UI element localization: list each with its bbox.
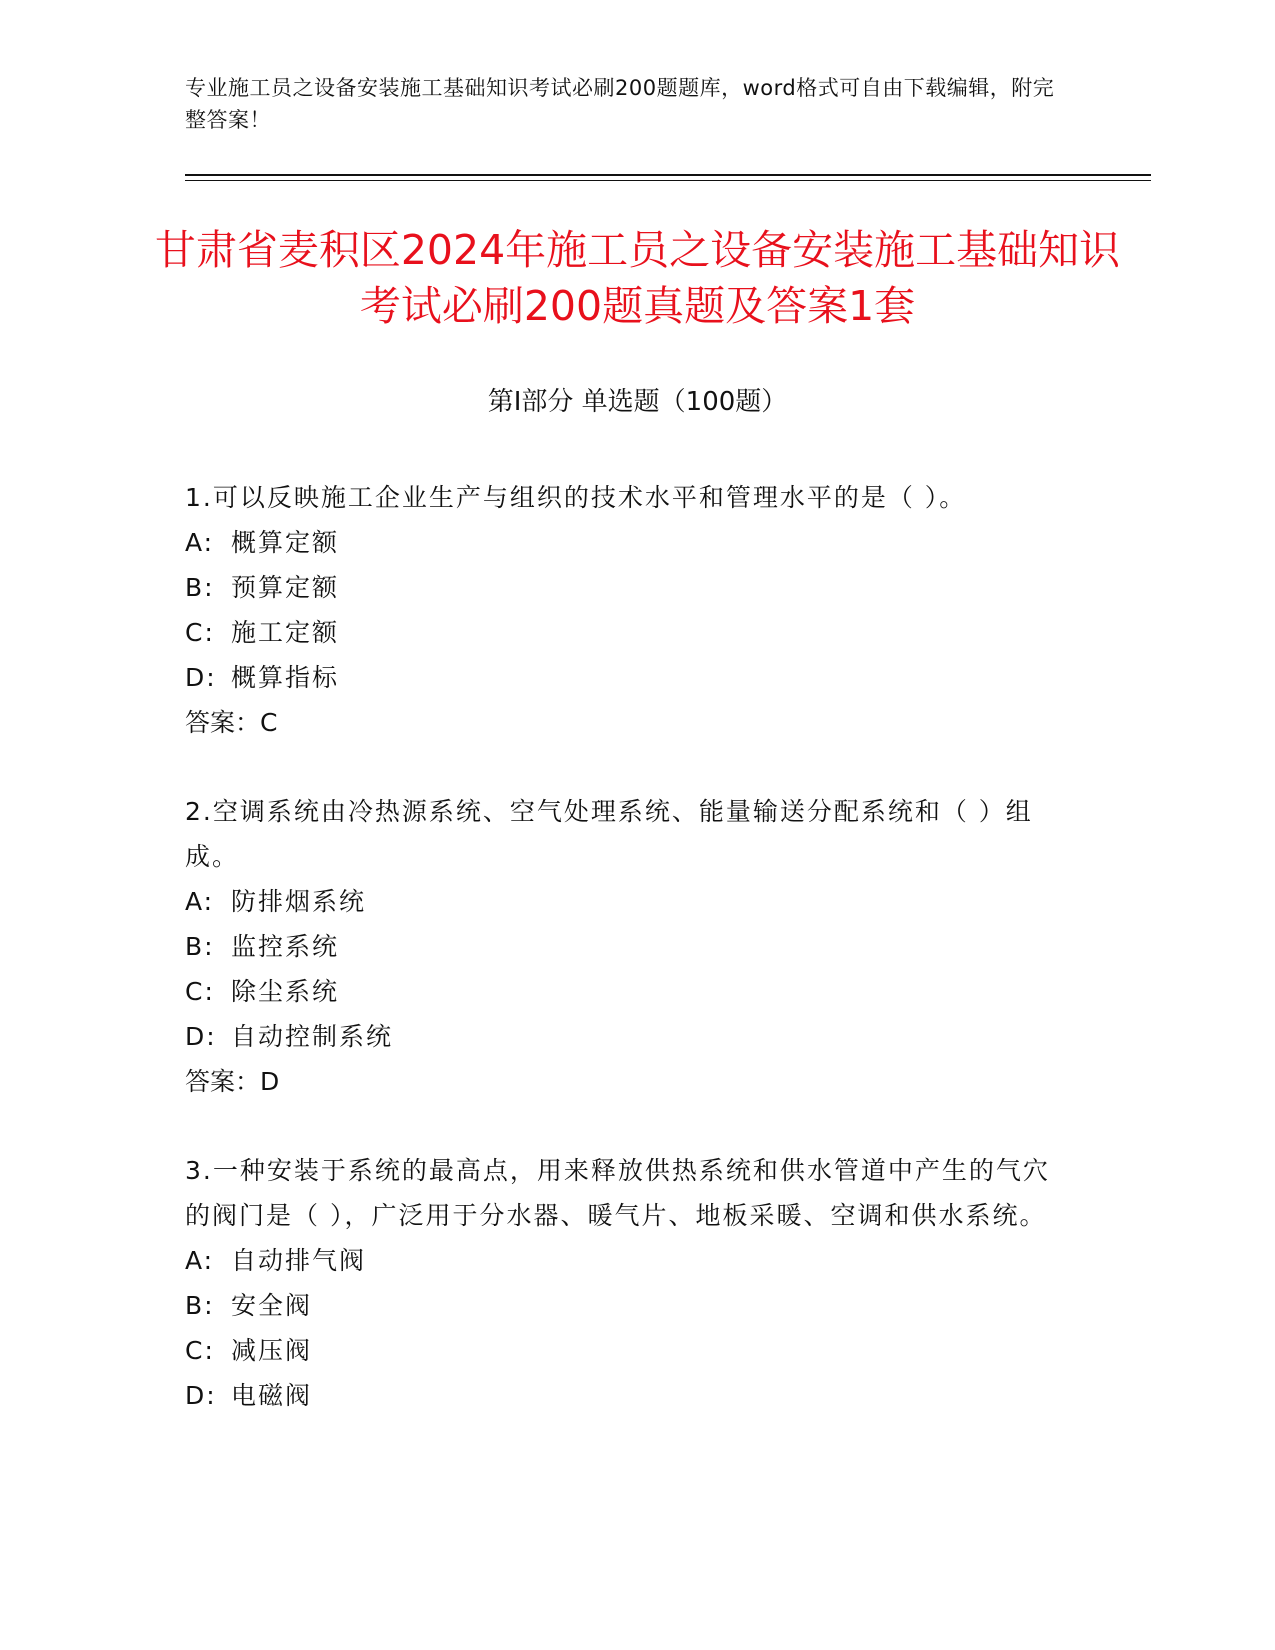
- option-b: [185, 565, 1075, 610]
- option-d: [185, 1373, 1075, 1418]
- option-c: [185, 610, 1075, 655]
- option-letter: D:: [185, 1381, 217, 1410]
- option-text: 自动控制系统: [231, 1022, 394, 1051]
- question-stem: 1.可以反映施工企业生产与组织的技术水平和管理水平的是（ ）。: [185, 483, 967, 512]
- option-letter: C:: [185, 618, 215, 647]
- option-letter: B:: [185, 573, 215, 602]
- option-letter: D:: [185, 663, 217, 692]
- document-title: 甘肃省麦积区2024年施工员之设备安装施工基础知识考试必刷200题真题及答案1套: [154, 226, 1121, 330]
- option-text: 安全阀: [231, 1291, 313, 1320]
- question-2: [185, 789, 1075, 1104]
- option-text: 监控系统: [231, 932, 340, 961]
- option-letter: C:: [185, 977, 215, 1006]
- option-text: 预算定额: [231, 573, 340, 602]
- header-note: 专业施工员之设备安装施工基础知识考试必刷200题题库，word格式可自由下载编辑，附完整答案！: [185, 76, 1055, 132]
- option-letter: D:: [185, 1022, 217, 1051]
- question-list: [185, 475, 1075, 1462]
- option-text: 概算定额: [231, 528, 340, 557]
- question-3: [185, 1148, 1075, 1418]
- option-d: [185, 1014, 1075, 1059]
- option-text: 电磁阀: [231, 1381, 313, 1410]
- section-title: 第Ⅰ部分 单选题（100题）: [487, 387, 788, 417]
- option-letter: A:: [185, 887, 215, 916]
- option-a: [185, 1238, 1075, 1283]
- answer-label: 答案：D: [185, 1067, 280, 1096]
- option-text: 施工定额: [231, 618, 340, 647]
- option-c: [185, 969, 1075, 1014]
- option-text: 除尘系统: [231, 977, 340, 1006]
- option-text: 防排烟系统: [231, 887, 367, 916]
- option-b: [185, 924, 1075, 969]
- option-text: 减压阀: [231, 1336, 313, 1365]
- option-letter: A:: [185, 1246, 215, 1275]
- option-letter: A:: [185, 528, 215, 557]
- question-stem: 3.一种安装于系统的最高点，用来释放供热系统和供水管道中产生的气穴的阀门是（ ），广泛用于分水器、暖气片、地板采暖、空调和供水系统。: [185, 1156, 1050, 1230]
- option-text: 自动排气阀: [231, 1246, 367, 1275]
- option-c: [185, 1328, 1075, 1373]
- answer-label: 答案：C: [185, 708, 278, 737]
- header-divider-thin: [185, 180, 1151, 181]
- option-letter: C:: [185, 1336, 215, 1365]
- option-a: [185, 520, 1075, 565]
- option-letter: B:: [185, 1291, 215, 1320]
- question-stem: 2.空调系统由冷热源系统、空气处理系统、能量输送分配系统和（ ）组成。: [185, 797, 1033, 871]
- option-letter: B:: [185, 932, 215, 961]
- option-a: [185, 879, 1075, 924]
- option-b: [185, 1283, 1075, 1328]
- option-text: 概算指标: [231, 663, 340, 692]
- option-d: [185, 655, 1075, 700]
- question-1: [185, 475, 1075, 745]
- header-divider-thick: [185, 174, 1151, 176]
